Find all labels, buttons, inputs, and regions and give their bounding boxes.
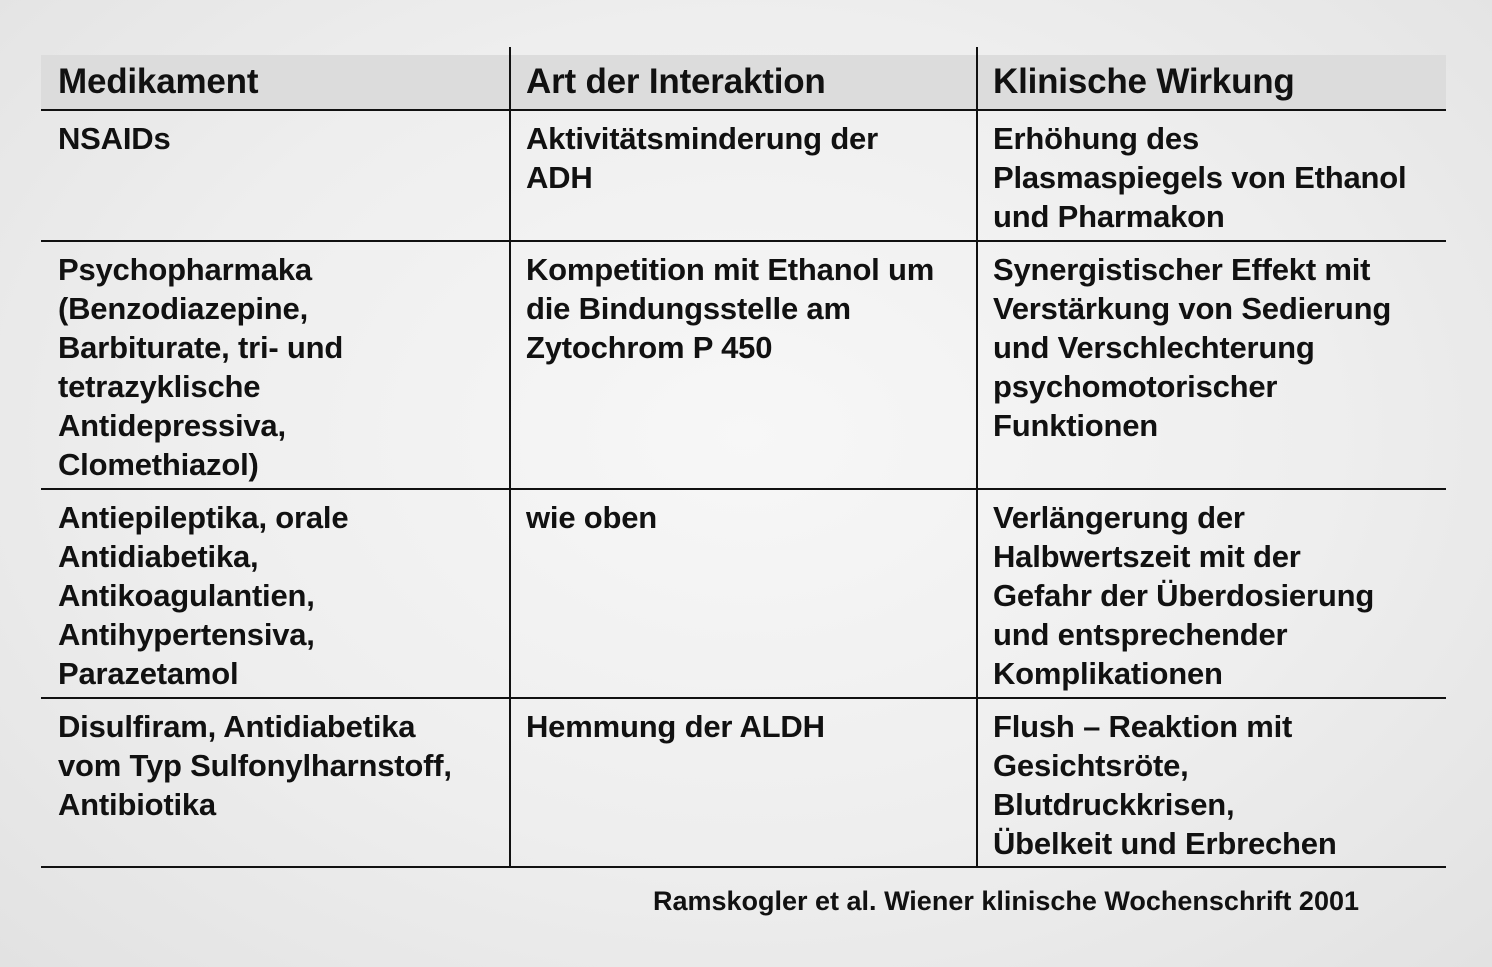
cell-line: und entsprechender [993, 617, 1288, 652]
citation-container [41, 886, 1446, 917]
cell-line: Erhöhung des [993, 121, 1199, 156]
cell-line: Gefahr der Überdosierung [993, 578, 1375, 613]
cell-medikament [41, 699, 509, 866]
cell-line: die Bindungsstelle am [526, 291, 851, 326]
column-divider-1 [509, 47, 511, 868]
table-row [41, 242, 1446, 490]
cell-wirkung [976, 490, 1446, 697]
cell-line: Synergistischer Effekt mit [993, 252, 1371, 287]
citation-text: Ramskogler et al. Wiener klinische Wochenschrift 2001 [652, 886, 1359, 916]
column-divider-2 [976, 47, 978, 868]
cell-interaktion [509, 699, 976, 866]
header-medikament: Medikament [41, 47, 509, 109]
cell-line: und Verschlechterung [993, 330, 1315, 365]
cell-wirkung [976, 699, 1446, 866]
cell-medikament [41, 111, 509, 240]
cell-line: Barbiturate, tri- und [58, 330, 344, 365]
cell-line: ADH [526, 160, 593, 195]
cell-line: Aktivitätsminderung der [526, 121, 878, 156]
cell-wirkung [976, 111, 1446, 240]
cell-line: Psychopharmaka [58, 252, 312, 287]
table-header-row [41, 47, 1446, 111]
cell-line: Clomethiazol) [58, 447, 259, 482]
cell-line: Disulfiram, Antidiabetika [58, 709, 416, 744]
header-art-der-interaktion: Art der Interaktion [509, 47, 976, 109]
cell-line: Verstärkung von Sedierung [993, 291, 1392, 326]
cell-line: Hemmung der ALDH [526, 709, 825, 744]
cell-line: Antibiotika [58, 787, 216, 822]
interaction-table [41, 47, 1446, 868]
cell-line: Gesichtsröte, [993, 748, 1189, 783]
cell-wirkung [976, 242, 1446, 488]
table-row [41, 111, 1446, 242]
cell-medikament [41, 242, 509, 488]
cell-line: wie oben [526, 500, 658, 535]
cell-line: Funktionen [993, 408, 1159, 443]
cell-line: Antihypertensiva, [58, 617, 315, 652]
cell-line: Übelkeit und Erbrechen [993, 826, 1337, 861]
cell-line: Antiepileptika, orale [58, 500, 349, 535]
cell-line: Antidepressiva, [58, 408, 286, 443]
cell-interaktion [509, 111, 976, 240]
cell-line: tetrazyklische [58, 369, 261, 404]
header-klinische-wirkung: Klinische Wirkung [976, 47, 1446, 109]
cell-line: Plasmaspiegels von Ethanol [993, 160, 1407, 195]
table-row [41, 699, 1446, 868]
cell-interaktion [509, 242, 976, 488]
cell-line: Zytochrom P 450 [526, 330, 773, 365]
cell-line: und Pharmakon [993, 199, 1225, 234]
cell-line: Halbwertszeit mit der [993, 539, 1301, 574]
cell-medikament [41, 490, 509, 697]
cell-line: vom Typ Sulfonylharnstoff, [58, 748, 452, 783]
cell-line: Komplikationen [993, 656, 1223, 691]
cell-line: Kompetition mit Ethanol um [526, 252, 935, 287]
cell-line: psychomotorischer [993, 369, 1278, 404]
cell-line: Blutdruckkrisen, [993, 787, 1235, 822]
cell-line: Flush – Reaktion mit [993, 709, 1293, 744]
cell-line: Verlängerung der [993, 500, 1245, 535]
cell-line: Antidiabetika, [58, 539, 259, 574]
cell-line: Parazetamol [58, 656, 239, 691]
cell-line: (Benzodiazepine, [58, 291, 308, 326]
table-row [41, 490, 1446, 699]
cell-interaktion [509, 490, 976, 697]
cell-line: NSAIDs [58, 121, 171, 156]
cell-line: Antikoagulantien, [58, 578, 315, 613]
